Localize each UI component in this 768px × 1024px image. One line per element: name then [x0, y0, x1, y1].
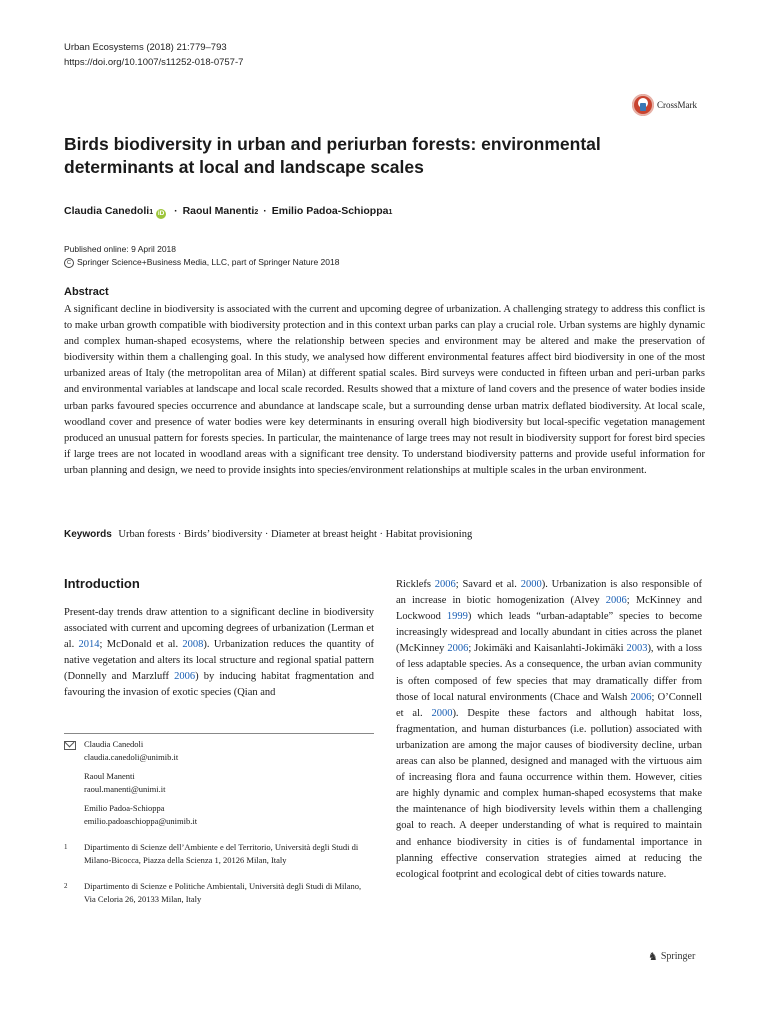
- citation-link[interactable]: 2006: [447, 643, 469, 655]
- springer-horse-icon: ♞: [648, 951, 658, 963]
- introduction-left-column: [64, 605, 374, 702]
- copyright-line: [64, 256, 339, 269]
- body-text: ), with a loss of less adaptable species. As a consequence, the urban avian community is often composed of few species that may dramatically differ from those of local natural environments (Chace and Walsh: [396, 643, 703, 703]
- contact-block: [64, 738, 374, 764]
- affiliation: [64, 880, 374, 906]
- publication-info: [64, 243, 339, 269]
- citation-link[interactable]: 2003: [626, 643, 648, 655]
- body-text: ; Jokimäki and Kaisanlahti-Jokimäki: [468, 643, 627, 655]
- citation-link[interactable]: 2006: [174, 671, 196, 683]
- contact-block: [64, 802, 374, 828]
- affiliation-text: Dipartimento di Scienze e Politiche Ambientali, Università degli Studi di Milano, Via Celoria 26, 20133 Milan, Italy: [84, 881, 362, 904]
- author-affiliation-mark: 1: [388, 209, 393, 216]
- author-contacts: [64, 738, 374, 906]
- contact-block: [64, 770, 374, 796]
- footnote-divider: [64, 733, 374, 734]
- body-text: ). Urbanization reduces the quantity of native vegetation and alters its local structure and regional spatial pattern (Donnelly and Marzluff: [64, 639, 375, 683]
- publisher-logo: [648, 950, 695, 963]
- orcid-icon[interactable]: iD: [157, 210, 165, 217]
- body-text: ; Savard et al.: [455, 579, 521, 590]
- body-text: ). Urbanization is also responsible of an increase in biotic homogenization (Alvey: [396, 579, 703, 607]
- citation-link[interactable]: 2014: [78, 639, 100, 651]
- contact-email[interactable]: raoul.manenti@unimi.it: [84, 784, 166, 794]
- crossmark-button[interactable]: [632, 94, 697, 116]
- journal-citation: Urban Ecosystems (2018) 21:779–793: [64, 42, 227, 53]
- contact-name: Emilio Padoa-Schioppa: [84, 803, 165, 813]
- body-text: ). Despite these factors and although habitat loss, fragmentation, and human disturbances (i.e. pollution) associated with urbanization are among the major causes of biodiversity decline, urban areas can also be planned, designed and managed with the virtuous aim of increasing flora and fauna occurrence within them. However, cities are highly dynamic and complex human-shaped ecosystems that make the maintenance of high biodiversity levels within them a challenging goal to reach. A deeper understanding of what is required to maintain and enhance biodiversity in cities is of fundamental importance in planning effective conservation strategies aimed at reducing the ecological footprint and ecological debt of cities towards nature.: [396, 707, 703, 880]
- body-text: ; McDonald et al.: [99, 639, 183, 651]
- contact-name: Raoul Manenti: [84, 771, 135, 781]
- author-separator: ·: [263, 205, 267, 217]
- journal-header: [64, 40, 243, 70]
- published-date: Published online: 9 April 2018: [64, 244, 176, 254]
- author-name[interactable]: Emilio Padoa-Schioppa: [271, 205, 389, 217]
- introduction-right-column: [396, 577, 702, 883]
- copyright-icon: C: [64, 258, 74, 268]
- citation-link[interactable]: 2006: [434, 579, 456, 590]
- author-name[interactable]: Raoul Manenti: [182, 205, 255, 217]
- body-text: ) which leads “urban-adaptable” species to become increasingly widespread and locally abundant in cities across the planet (McKinney: [396, 611, 702, 655]
- crossmark-label: CrossMark: [657, 100, 697, 110]
- author-list: [64, 204, 392, 220]
- author-separator: ·: [174, 205, 178, 217]
- abstract-text: A significant decline in biodiversity is associated with the current and upcoming degree of urbanization. A challenging strategy to address this conflict is to make urban growth compatible with biodiversity protection and in this context urban parks can play a crucial role. Urban systems are highly dynamic and complex human-shaped ecosystems, where the relationship between species and environment may be altered and make the preservation of biodiversity within them a challenging goal. In this study, we analysed how different environmental features affect bird biodiversity in one of the most urbanized areas of Italy (the metropolitan area of Milan) at different spatial scales. Bird surveys were conducted in fifteen urban and peri-urban parks and environmental variables at landscape and local scale recorded. Results showed that a mixture of land covers and the presence of water bodies inside urban parks favoured species occurrence and abundance at landscape scale, but a surrounding dense urban matrix deflated biodiversity. At local scale, woodland cover and presence of water bodies were key determinants in ensuring overall high biodiversity but local-specific vegetation management produced an unusual pattern for forests species. In particular, the maintenance of large trees may not result in biodiversity support for forest bird species if large trees are not located in woodland areas with a significant tree density. To understand biodiversity patterns and provide useful information for urban planning and design, we need to provide insights into species/environment relationships at multiple scales in the urban environment.: [64, 304, 705, 476]
- body-text: ; O’Connell et al.: [396, 691, 703, 719]
- body-text: Ricklefs: [396, 579, 435, 590]
- paper-title: Birds biodiversity in urban and periurban forests: environmental determinants at local and landscape scales: [64, 134, 601, 177]
- author-affiliation-mark: 2: [254, 209, 259, 216]
- crossmark-icon: [632, 94, 654, 116]
- affiliation: [64, 841, 374, 867]
- envelope-icon: [64, 741, 76, 750]
- body-text: ) by inducing habitat fragmentation and favouring the invasion of exotic species (Qian and: [64, 671, 375, 699]
- affiliation-number: 2: [64, 882, 68, 890]
- contact-name: Claudia Canedoli: [84, 739, 144, 749]
- contact-email[interactable]: claudia.canedoli@unimib.it: [84, 752, 179, 762]
- keywords-text: Urban forests · Birds’ biodiversity · Diameter at breast height · Habitat provisioning: [118, 529, 473, 540]
- keywords-label: Keywords: [64, 529, 112, 540]
- doi-link[interactable]: https://doi.org/10.1007/s11252-018-0757-7: [64, 57, 244, 68]
- citation-link[interactable]: 2000: [431, 707, 453, 719]
- publisher-name: Springer: [660, 951, 696, 962]
- citation-link[interactable]: 2008: [182, 639, 204, 651]
- author-name[interactable]: Claudia Canedoli: [64, 205, 150, 217]
- contact-email[interactable]: emilio.padoaschioppa@unimib.it: [84, 816, 198, 826]
- author-affiliation-mark: 1: [149, 209, 154, 216]
- affiliation-text: Dipartimento di Scienze dell’Ambiente e del Territorio, Università degli Studi di Milano-Bicocca, Piazza della Scienza 1, 20126 Milan, Italy: [84, 842, 359, 865]
- abstract-heading: Abstract: [64, 286, 109, 298]
- citation-link[interactable]: 2006: [605, 595, 627, 607]
- affiliation-number: 1: [64, 843, 68, 851]
- body-text: ; McKinney and Lockwood: [396, 595, 702, 623]
- copyright-text: Springer Science+Business Media, LLC, part of Springer Nature 2018: [77, 256, 340, 267]
- body-text: Present-day trends draw attention to a significant decline in biodiversity associated with current and upcoming degrees of urbanization (Lerman et al.: [64, 607, 374, 651]
- citation-link[interactable]: 2006: [630, 691, 652, 703]
- introduction-heading: Introduction: [64, 576, 140, 591]
- citation-link[interactable]: 1999: [446, 611, 468, 623]
- keywords-line: [64, 528, 472, 542]
- citation-link[interactable]: 2000: [520, 579, 542, 590]
